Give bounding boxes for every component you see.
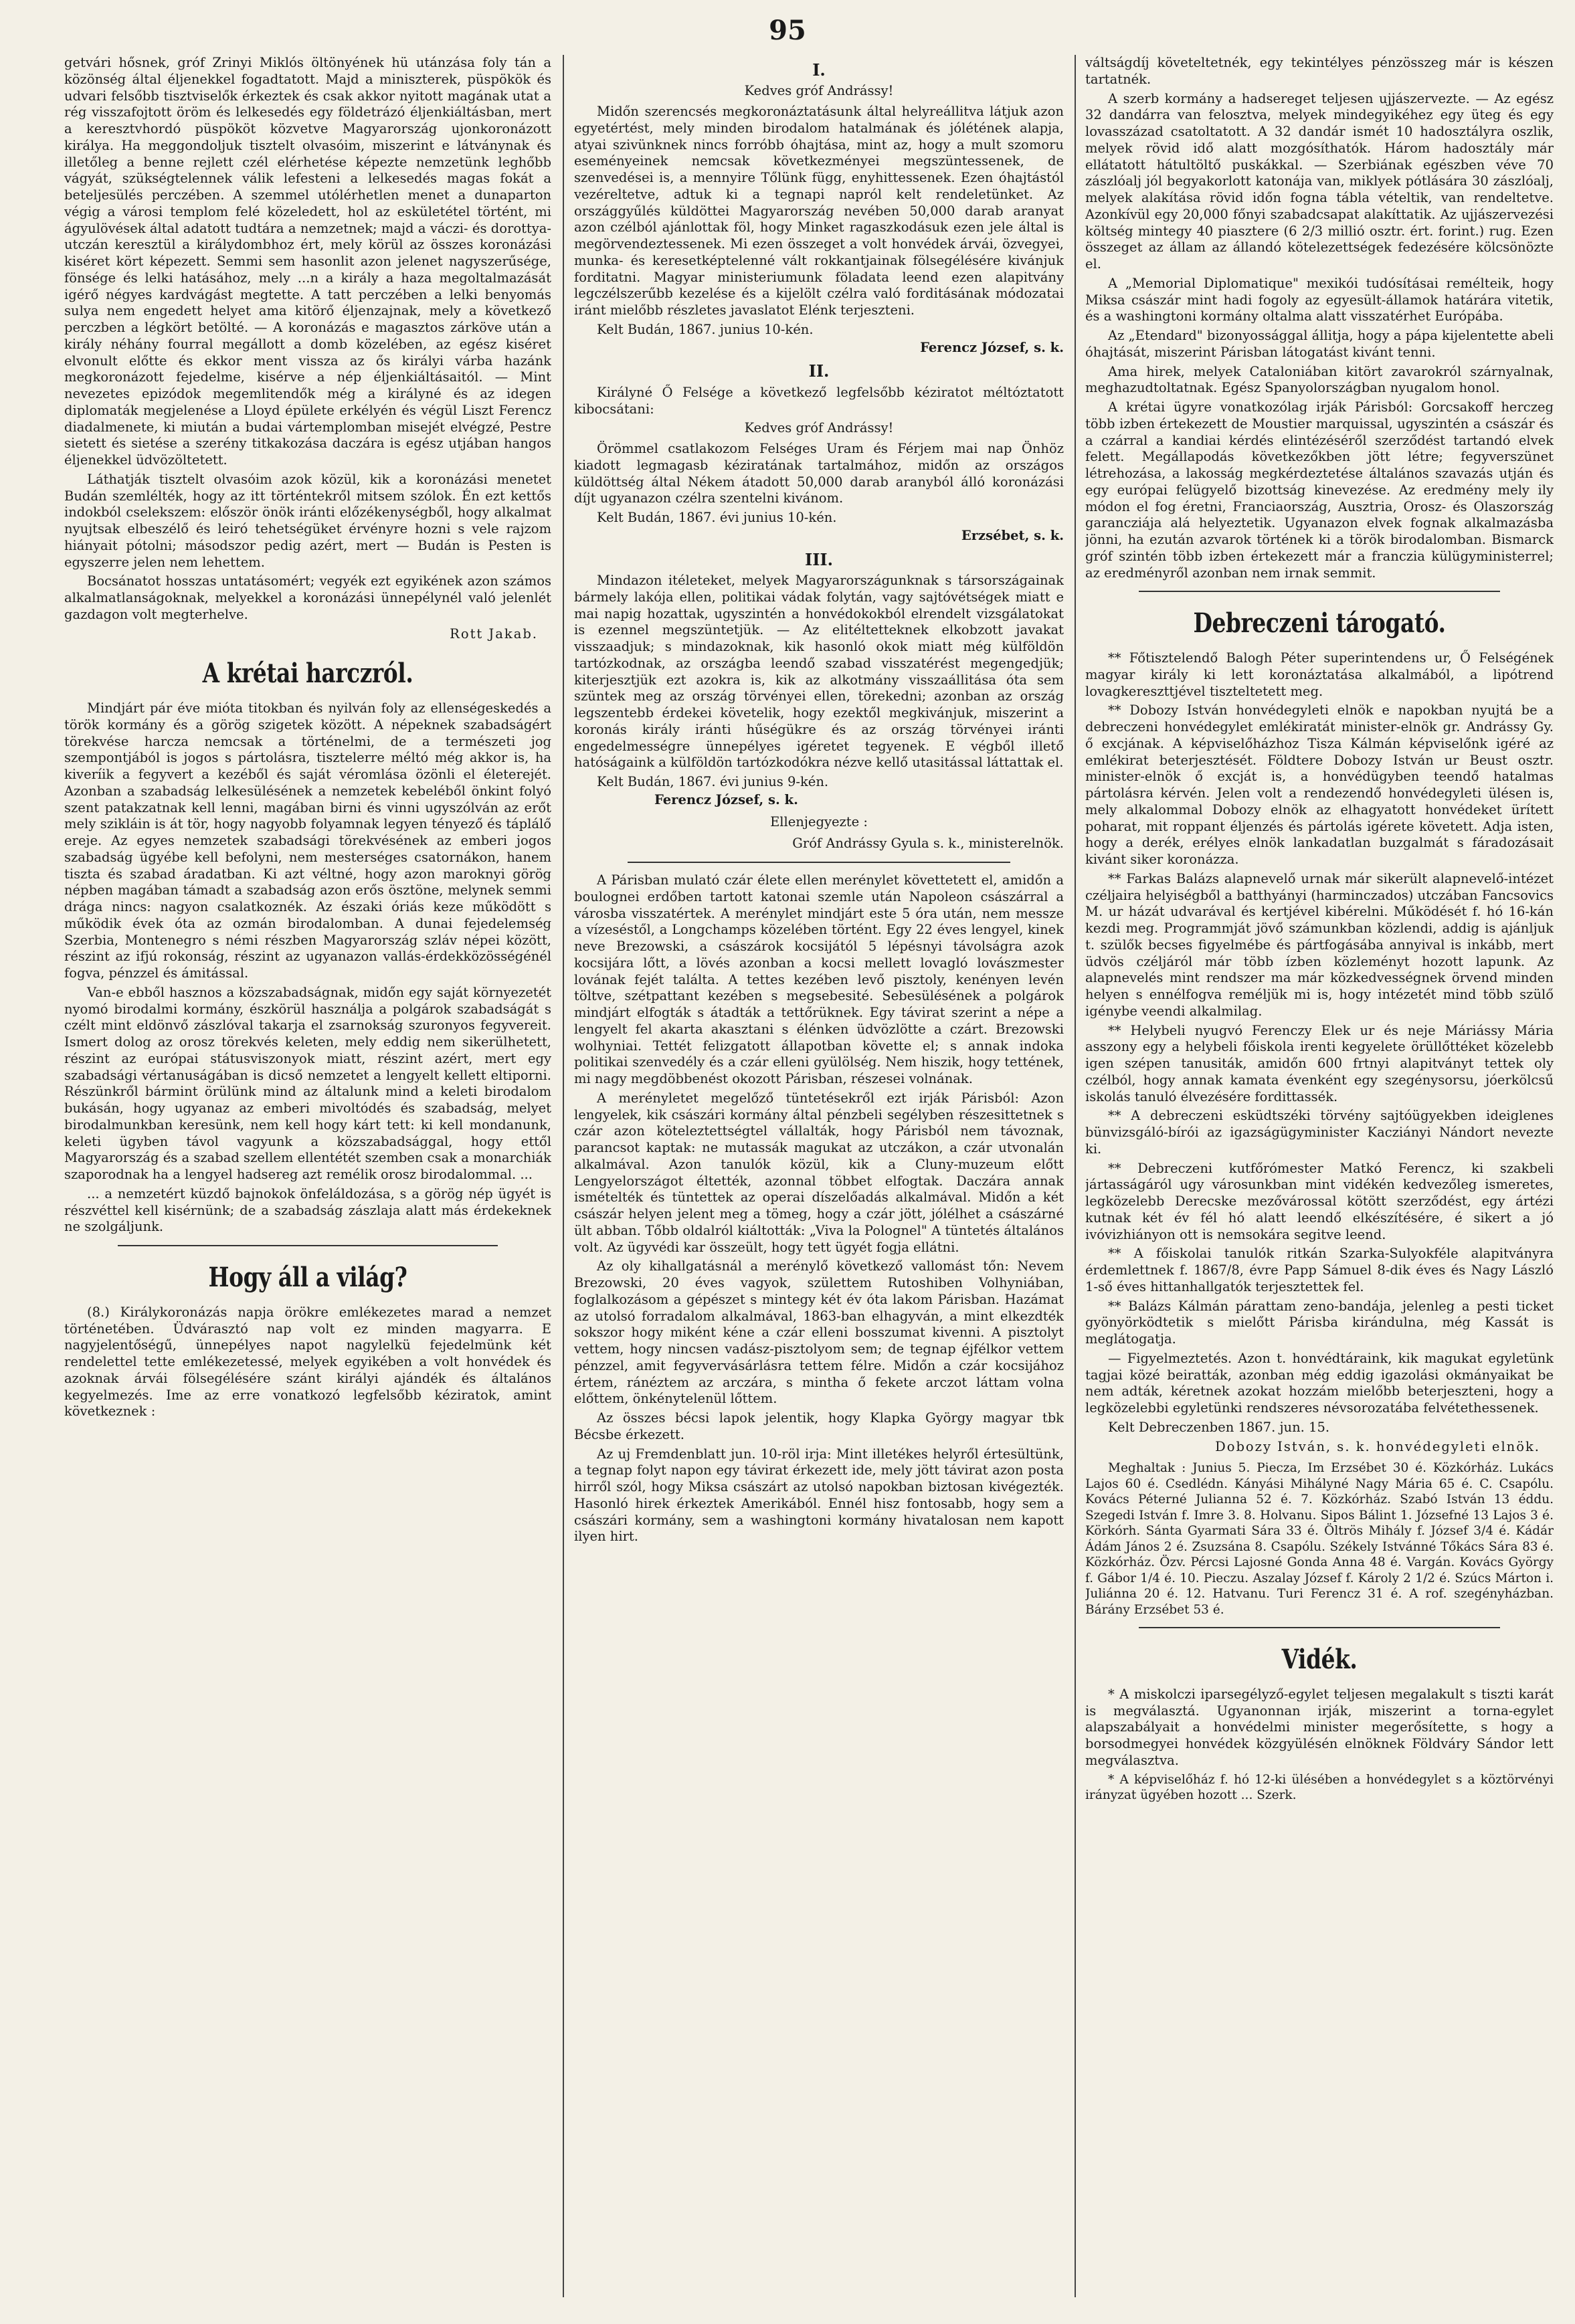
column-middle xyxy=(574,55,1064,2297)
cretan-war-p1: Mindjárt pár éve mióta titokban és nyilván foly az ellenségeskedés a török kormány és a görög szigetek között. A népeknek szabadságért törekvése harcza nemcsak a történelmi, de a természeti jog szempontjából is jogos s pártolásra, tisztelerre méltó még akkor is, ha kiveríik a fegyvert a kezéből és saját véromlása özönli el életerejét. Azonban a szabadság lelkesülésének a nemzetek kebeléből önkint folyó szent patakzatnak kell lenni, magában birni és vinni ugyszólván az erőt mely szikláin is át tör, hogy nagyobb folyamnak legyen tényező és táplálő ereje. Az egyes nemzetek szabadsági törekvésének az emberi jogos szabadság ügyébe kell befolyni, nem mesterséges csatornákon, hanem tiszta és szabad áradatban. Ki azt véltné, hogy azon maroknyi görög népben magában támadt a szabadság azon erős ösztöne, melynek semmi drága nincs: nagyon csalatkoznék. Az északi óriás keze működött s működik évek óta az ozmán birodalomban. A dunai fejedelemség Szerbia, Montenegro s némi részben Magyarország szláv népei között, részint az ifjú rokonság, részint az ugyanazon vallás-érdekközösségénél fogva, pénzzel és ámitással. xyxy=(64,700,551,981)
rescript-I-body: Midőn szerencsés megkoronáztatásunk által helyreállitva látjuk azon egyetértést, mely minden birodalom hatalmának és jólétének alapja, atyai szivünknek nincs forróbb óhajtása, mint az, hogy a mult szomoru eseményeinek nemcsak következményei megszüntessenek, de szenvedései is, a mennyire Tőlünk függ, enyhittessenek. Ezen óhajtástól vezéreltetve, adtuk ki a tegnapi napról kelt rendeletünket. Az országgyűlés küldöttei Magyarország nevében 50,000 darab aranyat azon czélból ajánlottak föl, hogy Minket ragaszkodásuk ezen jele által is megörvendeztessenek. Mi ezen összeget a volt honvédek árvái, özvegyei, munka- és keresetképtelenné vált rokkantjainak fölsegélésére kivánjuk forditatni. Magyar ministeriumunk föladata leend ezen alapitvány legczélszerűbb kezelése és a kijelölt czélra való forditásának módozatai iránt mielőbb részletes javaslatot Elénk terjeszteni. xyxy=(574,104,1064,318)
section-divider-3 xyxy=(1139,591,1500,592)
countersign-label: Ellenjegyezte : xyxy=(770,813,868,830)
province-item-2: * A képviselőház f. hó 12-ki ülésében a honvédegylet s a köztörvényi irányzat ügyében hozott ... Szerk. xyxy=(1085,1772,1554,1803)
debrecen-signature: Dobozy István, s. k. honvédegyleti elnök. xyxy=(1215,1438,1540,1454)
coronation-report-p2: Láthatják tisztelt olvasóim azok közül, kik a koronázási menetet Budán szemlélték, hogy az itt történtekről mitsem szólok. Én ezt kettős indokból cselekszem: először önök iránti előzékenységből, hogy alkalmat nyujtsak elbeszélő és leiró tehetségüket érvényre hozni s vele rajzom hiányait pótolni; másodszor pedig azért, mert — Budán is Pesten is egyszerre jelen nem lehettem. xyxy=(64,471,551,570)
etendard-news: Az „Etendard" bizonyossággal állitja, hogy a pápa kijelentette abeli óhajtását, miszerint Párisban látogatást kivánt tenni. xyxy=(1085,328,1554,360)
rescript-I-heading: I. xyxy=(812,60,826,80)
author-signature: Rott Jakab. xyxy=(450,625,538,642)
section-divider-4 xyxy=(1139,1627,1500,1628)
heading-province: Vidék. xyxy=(1281,1644,1358,1676)
rescript-II-signature: Erzsébet, s. k. xyxy=(961,527,1064,543)
cretan-question-news: A krétai ügyre vonatkozólag irják Párisból: Gorcsakoff herczeg több izben értekezett de Moustier marquissal, ugyszintén a császár és a czárral a kandiai kérdés elintézéséről szerződést tartandó elvek felett. Megállapodás következőkben jött létre; fegyverszünet létrehozása, a lakosság megkérdeztetése általános szavazás utján és egy európai felügyelő bizottság kinevezése. Az eredmény mely ily módon el fog éretni, Franciaország, Ausztria, Orosz- és Olaszország garancziája alá helyeztetik. Ugyanazon elvek fognak alkalmazásba jönni, ha ezután azvarok történek ki a török birodalomban. Bismarck gróf szintén több izben értekezett már a franczia külügyministerrel; az eredményről azonban nem irnak semmit. xyxy=(1085,399,1554,581)
cretan-war-end: ... a nemzetért küzdő bajnokok önfeláldozása, s a görög nép ügyét is részvéttel kell kisérnünk; de a szabadság zászlaja alatt más érdekeknek ne szolgáljunk. xyxy=(64,1185,551,1235)
news-continued: váltságdíj követeltetnék, egy tekintélyes pénzösszeg már is készen tartatnék. xyxy=(1085,55,1554,87)
page-number: 95 xyxy=(769,15,806,46)
debrecen-item-6: ** Debreczeni kutfőrómester Matkó Ferencz, ki szakbeli jártasságáról ugy városunkban mint vidékén kedvezőleg ismeretes, legközelebb Derecske mezővárossal kötött szerződést, egy ártézi kutnak két év fél hó alatt leendő elkészítésére, é sikert a jó ivóvizhiányon ott is nemsokára segitve leend. xyxy=(1085,1160,1554,1242)
debrecen-item-8: ** Balázs Kálmán párattam zeno-bandája, jelenleg a pesti ticket gyönyörködtetik s mielőtt Párisba kirándulna, még Kassát is meglátogatja. xyxy=(1085,1298,1554,1347)
rescript-II-date: Kelt Budán, 1867. évi junius 10-kén. xyxy=(597,510,837,526)
cretan-war-p2: Van-e ebből hasznos a közszabadságnak, midőn egy saját környezetét nyomó birodalmi kormány, észkörül használja a polgárok szabadságát s czélt mint eldönvő zászlóval takarja el zsarnokság szuronyos fegyvereit. Ismert dolog az orosz törekvés keleten, mely eddig nem sikerülhetett, részint az európai státusviszonyok miatt, részint azért, mert egy szabadsági vértanuságában is dicső nemzetet a lengyelt kellett eltiporni. Részünkről bármint örülünk mind az általunk mind a keleti birodalom bukásán, hogy ugyanaz az emberi mivoltódés és szabadság, melyet birodalmunkban keresünk, nem kell hogy kárt tett: ki kell mondanunk, keleti ügyben távol vagyunk a közszabadsággal, hogy ettől Magyarország és a szabad szellem ellentétét szemben csak a monarchiák szaporodnak ha a lengyel hadsereg azt remélik orosz birodalommal. ... xyxy=(64,984,551,1183)
countersign-name: Gróf Andrássy Gyula s. k., ministerelnök. xyxy=(792,836,1064,852)
rescript-III-date: Kelt Budán, 1867. évi junius 9-kén. xyxy=(597,774,829,790)
rescript-I-date: Kelt Budán, 1867. junius 10-kén. xyxy=(597,321,814,337)
heading-cretan-war: A krétai harczról. xyxy=(202,658,413,690)
rescript-II-body: Örömmel csatlakozom Felséges Uram és Férjem mai nap Önhöz kiadott legmagasb kéziratának tartalmához, midőn az országos küldöttség által Nékem átadott 50,000 darab aranyból álló koronázási díjt ugyanazon czélra szentelni kivánom. xyxy=(574,441,1064,506)
rescript-III-heading: III. xyxy=(804,549,834,569)
heading-world-news: Hogy áll a világ? xyxy=(208,1262,407,1294)
column-right xyxy=(1085,55,1554,2297)
debrecen-item-4: ** Helybeli nyugvó Ferenczy Elek ur és neje Máriássy Mária asszony egy a helybeli főiskola irenti kegyelete örüllőttéket közelebb igen szépen tanusiták, amidőn 600 frtnyi alapitványt tettek oly czélból, hogy annak kamata évenként egy szegénysorsu, jóerkölcsű iskolás tanuló élvezésére fordittassék. xyxy=(1085,1022,1554,1104)
heading-debrecen: Debreczeni tárogató. xyxy=(1193,607,1446,640)
column-left xyxy=(64,55,551,2297)
rescript-I-salutation: Kedves gróf Andrássy! xyxy=(744,83,894,99)
debrecen-item-1: ** Főtisztelendő Balogh Péter superintendens ur, Ő Felségének magyar király ki lett koronáztatása alkalmából, a lipótrend lovagkereszttjével tiszteltetett meg. xyxy=(1085,650,1554,699)
rescript-I-signature: Ferencz József, s. k. xyxy=(920,339,1064,355)
debrecen-item-2: ** Dobozy István honvédegyleti elnök e napokban nyujtá be a debreczeni honvédegylet emlékiratát minister-elnök gr. Andrássy Gy. ő excjának. A képviselőházhoz Tisza Kálmán képviselőnk igéré az emlékirat beterjesztését. Földtere Dobozy István ur Beust osztr. minister-elnök ő excját is, a honvédügyben teendő hatalmas pártolásra kérvén. Jelen volt a rendezendő honvédegyleti ülésen is, mely alkalommal Dobozy elnök az elhagyatott honvédeket ürített poharat, mit roppant éljenzés és pártolás igérete követett. Adja isten, hogy a derék, erélyes elnök lankadatlan buzgalmát s fáradozásait kivánt siker koronázza. xyxy=(1085,702,1554,868)
province-item-1: * A miskolczi iparsegélyző-egylet teljesen megalakult s tiszti karát is megválasztá. Ugyanonnan irják, miszerint a torna-egylet alapszabályait a honvédelmi minister megerősítette, s hogy a borsodmegyei honvédek közgyülésén elnöknek Földváry Sándor lett megválasztva. xyxy=(1085,1686,1554,1768)
debrecen-date: Kelt Debreczenben 1867. jun. 15. xyxy=(1108,1419,1330,1435)
column-rule-2 xyxy=(1075,55,1076,2297)
debrecen-item-3: ** Farkas Balázs alapnevelő urnak már sikerült alapnevelő-intézet czéljaira helyiségből a batthyányi (harminczados) utczában Fancsovics M. ur házát udvarával és kertjével kibérelni. Működését f. hó 16-kán kezdi meg. Programmját jövő számunkban közlendi, addig is ajánljuk t. szülők becses figyelmébe és pártfogásába annyival is inkább, mert üdvös czéljáról már több ízben közleményt hozott lapunk. Az alapnevelés mint rendszer ma már közkedvességnek örvend minden helyen s ennélfogva reméljük mi is, hogy intézetét mind több szülő igénybe veendi alkalmilag. xyxy=(1085,870,1554,1019)
debrecen-item-5: ** A debreczeni esküdtszéki törvény sajtóügyekben ideiglenes bünvizsgáló-bírói az igazságügyminister Kacziányi Nándort nevezte ki. xyxy=(1085,1108,1554,1157)
coronation-report-p3: Bocsánatot hosszas untatásomért; vegyék ezt egyikének azon számos alkalmatlanságoknak, melyekkel a koronázási ünnepélynél való jelenlét gazdagon volt megterhelve. xyxy=(64,573,551,622)
serbian-army-news: A szerb kormány a hadsereget teljesen ujjászervezte. — Az egész 32 dandárra van felosztva, melyek mindegyikéhez egy üteg és egy lovasszázad csatoltatott. A 32 dandár ismét 10 hadosztályra oszlik, melyek rövid idő alatt mozgósíthatók. Három hadosztály már ellátatott hátultöltő puskákkal. — Szerbiának egészben véve 70 zászlóalj jól begyakorlott katonája van, miklyek pótlására 30 zászlóalj, melyek alakítása rövid időn fogna tábla vételtik, van rendeltetve. Azonkívül egy 20,000 főnyi szabadcsapat alakíttatik. Az ujjászervezési költség mintegy 40 piasztere (6 2/3 millió osztr. ért. forint.) rug. Ezen összeget az állam az állandó kötelezettségek fedezésére kölcsönözte el. xyxy=(1085,90,1554,272)
debrecen-item-9: — Figyelmeztetés. Azon t. honvédtáraink, kik magukat egyletünk tagjai közé beiratták, azonban még eddig igazolási okmányaikat be nem adták, kéretnek azokat hozzám mielőbb beterjeszteni, hogy a legközelebbi egyletünki rendszeres névsorozatába felvétethessenek. xyxy=(1085,1350,1554,1416)
rescript-II-intro: Királyné Ő Felsége a következő legfelsőbb kéziratot méltóztatott kibocsátani: xyxy=(574,384,1064,417)
section-divider xyxy=(118,1245,498,1246)
paris-attempt-p3: Az oly kihallgatásnál a merénylő következő vallomást tőn: Nevem Brezowski, 20 éves vagyok, születtem Rutoshiben Volhyniában, foglalkozásom a gépészet s mintegy két év óta lakom Párisban. Hazámat az utolsó forradalom alkalmával, 1863-ban elhagyván, a mint elkezdték sokszor hogy miként kéne a czár elleni bosszumat kivenni. A pisztolyt vettem, hogy nincsen vadász-pisztolyom sem; de tegnap éjfélkor vettem pénzzel, amit fegyvervásárlásra tettem félre. Midőn a czár kocsijához értem, ránéztem az arczára, s mintha ő fekete arczot láttam volna előttem, önkénytelenül lőttem. xyxy=(574,1258,1064,1407)
coronation-report-continued: getvári hősnek, gróf Zrinyi Miklós öltönyének hü utánzása foly tán a közönség által éljenekkel fogadtatott. Majd a miniszterek, püspökök és udvari felsőbb tisztviselők érkeztek és csak akkor nyitott magának utat a rég visszafojtott öröm és lelkesedés egy földetrázó éljenkiáltásban, mert a keresztvhordó püspököt közvetve Magyarország ujonkoronázott királya. Ha meggondoljuk tisztelt olvasóim, miszerint e látványnak és illetőleg a benne rejlett czél elérhetése képezte nemzetünk leghőbb vágyát, szükségtelennek válik lefesteni a lelkesedés magas fokát a beteljesülés perczében. A szemmel utólérhetlen menet a dunaparton végig a városi templom felé közeledett, hol az eskületétel történt, mi ágyulövések által adatott tudtára a nemzetnek; majd a váczi- és dorottya-utczán keresztül a királydombhoz ért, mely körül az összes koronázási kiséret kört képezett. Semmi sem hasonlit azon jelenet nagyszerűsége, fönsége és lelki hatásához, mely ...n a király a haza megoltalmazását igérő négyes kardvágást megtette. A tatt perczében a lelki benyomás sulya nem engedett helyet ama kitörő éljenzajnak, mely a következő perczben a légkört betölté. — A koronázás e magasztos zárköve után a király néhány fourral megállott a domb közelében, az egész kiséret elvonult előtte és ekkor ment vissza az ős királyi várba hazánk megkoronázott fejedelme, kisérve a nép éljenkiáltásaitól. — Mint nevezetes epizódok megemlitendők még a királyné és az idegen diplomaták megjelenése a Lloyd épülete erkélyén és végül Liszt Ferencz diadalmenete, ki miután a budai vártemplomban misejét elvégzé, Pestre sietett és sietése a szerény titkakozása daczára is egész utjában hangos éljenekkel üdvözöltetett. xyxy=(64,55,551,468)
rescript-III-signature: Ferencz József, s. k. xyxy=(654,791,798,807)
section-divider-2 xyxy=(628,862,1010,863)
deaths-list: Meghaltak : Junius 5. Piecza, Im Erzsébet 30 é. Közkórház. Lukács Lajos 60 é. Csedlédn. Kányási Mihályné Nagy Mária 65 é. C. Csapólu. Kovács Péterné Julianna 52 é. 7. Közkórház. Szabó István 13 éddu. Szegedi István f. Imre 3. 8. Holvanu. Sipos Bálint 1. Józsefné 13 Lajos 3 é. Körkórh. Sánta Gyarmati Sára 33 é. Öltrös Mihály f. József 3/4 é. Kádár Ádám János 2 é. Zsuzsána 8. Csapólu. Székely Istvánné Tőkács Sára 83 é. Közkórház. Özv. Pércsi Lajosné Gonda Anna 48 é. Vargán. Kovács György f. Gábor 1/4 é. 10. Pieczu. Aszalay József f. Károly 2 1/2 é. Szúcs Márton i. Juliánna 20 é. 12. Hatvanu. Turi Ferencz 31 é. A rof. szegényházban. Bárány Erzsébet 53 é. xyxy=(1085,1461,1554,1617)
world-news-p1: (8.) Királykoronázás napja örökre emlékezetes marad a nemzet történetében. Üdvárasztó nap volt ez minden magyarra. E nagyjelentőségű, ünnepélyes napot nagylelkü fejedelmünk két rendelettel tette emlékezetessé, melyek egyikében a volt honvédek és azoknak árvái fölsegélésére szánt királyi ajándék és általános kegyelmezés. Ime az erre vonatkozó legfelsőbb kéziratok, amint következnek : xyxy=(64,1304,551,1420)
column-rule-1 xyxy=(563,55,564,2297)
paris-attempt-p2: A merényletet megelőző tüntetésekről ezt irják Párisból: Azon lengyelek, kik császári kormány által pénzbeli segélyben részesittetnek s czár azon köteleztettségtel vállalták, hogy Párisból nem távoznak, parancsot kaptak: ne mutassák magukat az utczákon, a czár utvonalán alkalmával. Azon tanulók közül, kik a Cluny-muzeum előtt Lengyelországot éltették, azonnal többet elfogtak. Daczára annak ismételték és tüntettek az operai díszelőadás alkalmával. Midőn a két császár helyen jelent meg a tömeg, hogy a czár jött, jólélhet a császárné ült abban. Tőbb oldalról kiáltották: „Viva la Polognel" A tüntetés általános volt. Az ügyvédi kar összeült, hogy tett ügyét fogja ellátni. xyxy=(574,1090,1064,1255)
fremdenblatt-news: Az uj Fremdenblatt jun. 10-röl irja: Mint illetékes helyről értesültünk, a tegnap folyt napon egy távirat érkezett ide, mely jött távirat azon posta hirről szól, hogy Miksa császárt az utolsó napokban biztosan kivégezték. Hasonló hirek érkeztek Amerikából. Ennél hisz fontosabb, hogy sem a császári kormány, sem a washingtoni kormány hivatalosan nem kapott ilyen hirt. xyxy=(574,1446,1064,1545)
debrecen-item-7: ** A főiskolai tanulók ritkán Szarka-Sulyokféle alapitványra érdemlettnek f. 1867/8, évre Papp Sámuel 8-dik éves és Nagy László 1-ső éves hittanhallgatók terjesztettek fel. xyxy=(1085,1246,1554,1294)
paris-attempt-p1: A Párisban mulató czár élete ellen merénylet követtetett el, amidőn a boulognei erdőben tartott katonai szemle után Napoleon császárral a városba visszatértek. A merénylet mindjárt este 5 óra után, nem messze a vízeséstől, a Longchamps közelében történt. Egy 22 éves lengyel, kinek neve Brezowski, a császárok kocsijától 5 lépésnyi távolságra azok kocsijára lőtt, a lövés azonban a kocsi mellett lovagló lovászmester lovának fejét találta. A tettes kezében levő pisztoly, kenényen levén töltve, szétpattant kezében s megsebesité. Sebesülésének a polgárok mindjárt elfogták s átadták a tettőrüknek. Egy távirat szerint a népe a lengyelt fel akarta akasztani s élénken üdvözlötte a czárt. Brezowski wolhyniai. Tettét felizgatott állapotban követte el; s annak indoka politikai szenvedély és a czár elleni gyülölség. Nem hiszik, hogy tettének, mi nagy megdöbbenést okozott Párisban, részesei volnának. xyxy=(574,872,1064,1087)
memorial-diplomatique-news: A „Memorial Diplomatique" mexikói tudósításai remélteik, hogy Miksa császár mint hadi fogoly az egyesült-államok határára vitetik, és a washingtoni kormány oltalma alatt visszatérhet Európába. xyxy=(1085,275,1554,324)
rescript-II-heading: II. xyxy=(808,361,830,381)
rescript-II-salutation: Kedves gróf Andrássy! xyxy=(744,420,894,436)
klapka-news: Az összes bécsi lapok jelentik, hogy Klapka György magyar tbk Bécsbe érkezett. xyxy=(574,1410,1064,1442)
rescript-III-body: Mindazon itéleteket, melyek Magyarországunknak s társországainak bármely lakója ellen, politikai vádak folytán, vagy sajtóvétségek miatt e mai napig hozattak, ugyszintén a honvédokokból elrendelt vizsgálatokat is ezennel megszüntetjük. — Az elitéltetteknek elkobzott javakat visszaadjuk; s mindazoknak, kik hasonló okok miatt még külföldön tartózkodnak, az országba leendő szabad visszatérést megengedjük; kiterjesztjük ezt azokra is, kik az alkotmány visszaállitása óta sem szüntek meg az ország törvényei ellen, törekedni; azonban az ország legszentebb érdekei követelik, hogy ezektől megkivánjuk, miszerint a koronás király iránti hűségükre és az ország törvényei iránti engedelmességre ünnepélyes igéretet tegyenek. E végből illető hatóságaink a külföldön tartózkodókra nézve kellő utasitással láttattak el. xyxy=(574,573,1064,771)
catalonia-news: Ama hirek, melyek Cataloniában kitört zavarokról szárnyalnak, meghazudtoltatnak. Egész Spanyolországban nyugalom honol. xyxy=(1085,363,1554,396)
